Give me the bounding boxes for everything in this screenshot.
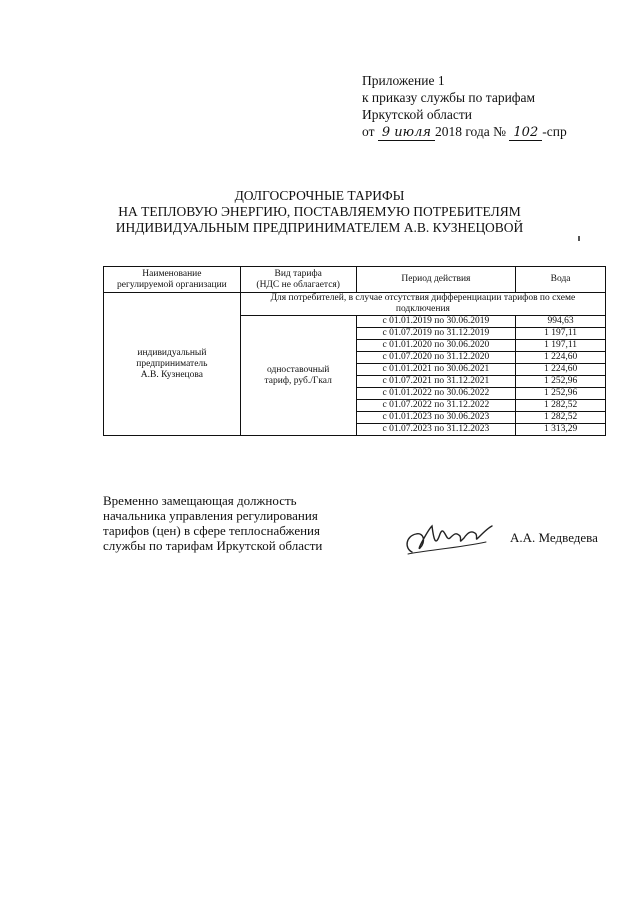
- appendix-line-1: Приложение 1: [362, 73, 445, 88]
- header-period: Период действия: [356, 267, 516, 293]
- note-cell: Для потребителей, в случае отсутствия дифференциации тарифов по схеме подключения: [240, 293, 605, 316]
- tariff-type-cell: [240, 316, 356, 436]
- org-line-2: предприниматель: [136, 358, 208, 369]
- header-org: [104, 267, 241, 293]
- header-tariff-line-1: Вид тарифа: [274, 268, 322, 279]
- table-header-row: [104, 267, 606, 293]
- header-water: Вода: [516, 267, 606, 293]
- handwritten-signature: [398, 512, 496, 560]
- tariff-type-line-1: одноставочный: [267, 364, 330, 375]
- period-cell: с 01.07.2020 по 31.12.2020: [356, 352, 516, 364]
- signatory-line-4: службы по тарифам Иркутской области: [103, 538, 323, 553]
- period-cell: с 01.07.2022 по 31.12.2022: [356, 400, 516, 412]
- signatory-line-2: начальника управления регулирования: [103, 508, 318, 523]
- value-cell: 1 282,52: [516, 400, 606, 412]
- value-cell: 1 252,96: [516, 376, 606, 388]
- period-cell: с 01.07.2023 по 31.12.2023: [356, 424, 516, 436]
- org-line-3: А.В. Кузнецова: [140, 369, 203, 380]
- title-line-3: ИНДИВИДУАЛЬНЫМ ПРЕДПРИНИМАТЕЛЕМ А.В. КУЗНЕЦОВОЙ: [115, 220, 524, 235]
- signatory-line-3: тарифов (цен) в сфере теплоснабжения: [103, 523, 320, 538]
- value-cell: 1 313,29: [516, 424, 606, 436]
- title-line-1: ДОЛГОСРОЧНЫЕ ТАРИФЫ: [234, 188, 405, 203]
- org-line-1: индивидуальный: [137, 347, 207, 358]
- appendix-block: [362, 72, 567, 141]
- value-cell: 1 224,60: [516, 352, 606, 364]
- signatory-position: [103, 493, 322, 553]
- value-cell: 1 197,11: [516, 340, 606, 352]
- handwritten-order-number: 102: [509, 125, 542, 141]
- period-cell: с 01.01.2020 по 30.06.2020: [356, 340, 516, 352]
- value-cell: 994,63: [516, 316, 606, 328]
- appendix-line-2: к приказу службы по тарифам: [362, 90, 536, 105]
- header-tariff-line-2: (НДС не облагается): [256, 279, 340, 290]
- document-title: [0, 188, 639, 236]
- scan-speck: [578, 236, 580, 241]
- appendix-year-text: 2018 года №: [434, 124, 507, 139]
- period-cell: с 01.01.2021 по 30.06.2021: [356, 364, 516, 376]
- appendix-suffix: -спр: [542, 124, 567, 139]
- title-line-2: НА ТЕПЛОВУЮ ЭНЕРГИЮ, ПОСТАВЛЯЕМУЮ ПОТРЕБИТЕЛЯМ: [118, 204, 521, 219]
- signatory-line-1: Временно замещающая должность: [103, 493, 297, 508]
- period-cell: с 01.01.2023 по 30.06.2023: [356, 412, 516, 424]
- appendix-date-line: [362, 123, 567, 141]
- header-tariff-type: [240, 267, 356, 293]
- table-row: [104, 293, 606, 316]
- appendix-line-3: Иркутской области: [362, 107, 473, 122]
- tariff-type-line-2: тариф, руб./Гкал: [264, 375, 332, 386]
- value-cell: 1 197,11: [516, 328, 606, 340]
- tariff-table: [103, 266, 606, 436]
- header-org-line-1: Наименование: [142, 268, 202, 279]
- signer-name: А.А. Медведева: [510, 530, 598, 545]
- header-org-line-2: регулируемой организации: [117, 279, 227, 290]
- appendix-from-prefix: от: [362, 124, 375, 139]
- handwritten-date: 9 июля: [378, 125, 435, 141]
- period-cell: с 01.07.2021 по 31.12.2021: [356, 376, 516, 388]
- period-cell: с 01.01.2022 по 30.06.2022: [356, 388, 516, 400]
- period-cell: с 01.01.2019 по 30.06.2019: [356, 316, 516, 328]
- org-name-cell: [104, 293, 241, 436]
- value-cell: 1 252,96: [516, 388, 606, 400]
- period-cell: с 01.07.2019 по 31.12.2019: [356, 328, 516, 340]
- value-cell: 1 282,52: [516, 412, 606, 424]
- value-cell: 1 224,60: [516, 364, 606, 376]
